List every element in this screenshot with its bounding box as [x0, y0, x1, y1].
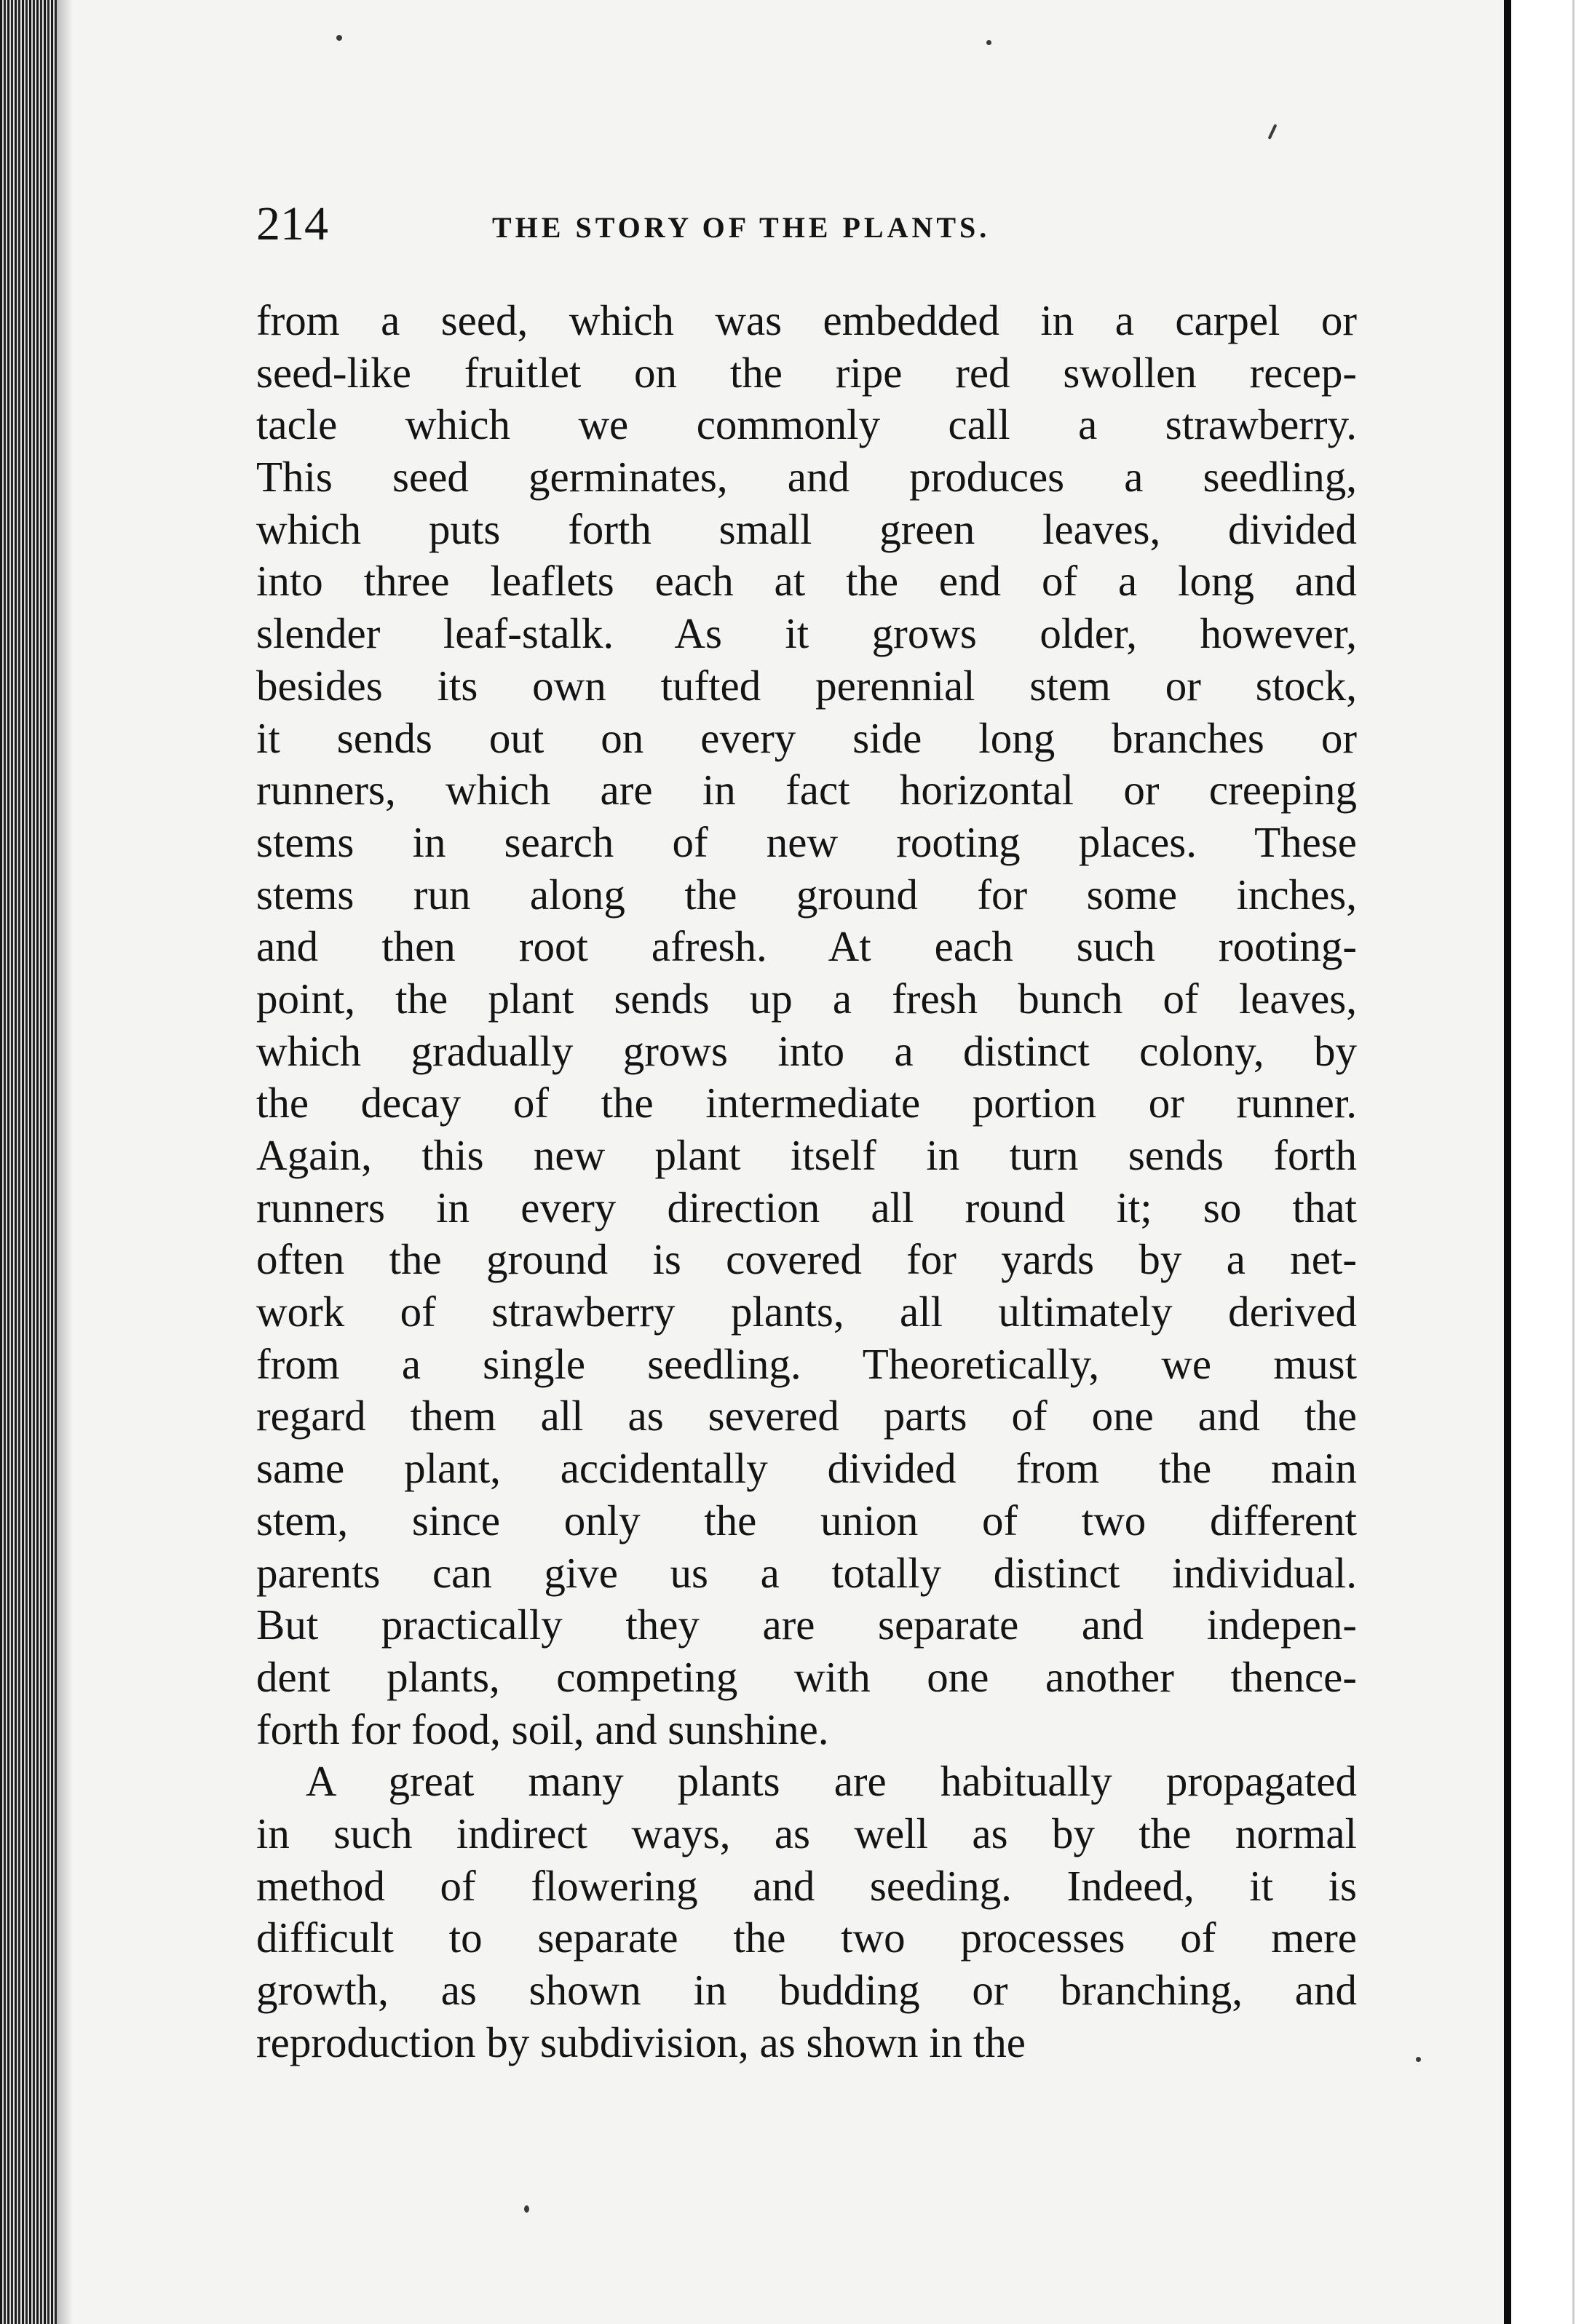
- text-line: This seed germinates, and produces a seedling,: [256, 453, 1357, 501]
- text-line: But practically they are separate and indepen-: [256, 1601, 1357, 1649]
- text-line: slender leaf-stalk. As it grows older, however,: [256, 609, 1357, 658]
- paragraph: [256, 1756, 1357, 2069]
- right-page-edge: [1504, 0, 1511, 2324]
- text-line: A great many plants are habitually propagated: [306, 1757, 1357, 1806]
- speck: [1416, 2057, 1421, 2062]
- text-line: point, the plant sends up a fresh bunch of leaves,: [256, 974, 1357, 1023]
- text-line: reproduction by subdivision, as shown in the: [256, 2018, 1026, 2066]
- text-line: seed-like fruitlet on the ripe red swollen recep-: [256, 348, 1357, 397]
- text-line: often the ground is covered for yards by a net-: [256, 1235, 1357, 1284]
- speck: [986, 40, 991, 45]
- text-line: parents can give us a totally distinct individual.: [256, 1548, 1357, 1597]
- paragraph: [256, 295, 1357, 1756]
- binding-edge: [0, 0, 57, 2324]
- text-line: from a single seedling. Theoretically, we must: [256, 1339, 1357, 1388]
- right-margin-line: [1572, 0, 1575, 2324]
- text-line: regard them all as severed parts of one and the: [256, 1392, 1357, 1440]
- text-line: into three leaflets each at the end of a long and: [256, 557, 1357, 606]
- text-line: which gradually grows into a distinct colony, by: [256, 1026, 1357, 1075]
- pencil-mark: [1268, 124, 1278, 140]
- text-line: runners in every direction all round it; so that: [256, 1183, 1357, 1232]
- text-line: in such indirect ways, as well as by the normal: [256, 1809, 1357, 1857]
- text-line: it sends out on every side long branches or: [256, 713, 1357, 762]
- binding-shadow: [57, 0, 73, 2324]
- text-line: same plant, accidentally divided from the main: [256, 1444, 1357, 1493]
- speck: [524, 2205, 529, 2213]
- text-line: difficult to separate the two processes of mere: [256, 1913, 1357, 1962]
- page-number: 214: [256, 197, 328, 250]
- running-head: [256, 195, 1357, 253]
- text-line: tacle which we commonly call a strawberry.: [256, 400, 1357, 449]
- running-title: THE STORY OF THE PLANTS.: [492, 211, 991, 244]
- speck: [336, 35, 342, 41]
- text-line: runners, which are in fact horizontal or creeping: [256, 766, 1357, 814]
- text-line: which puts forth small green leaves, divided: [256, 504, 1357, 553]
- text-line: work of strawberry plants, all ultimately derived: [256, 1288, 1357, 1336]
- text-line: Again, this new plant itself in turn sends forth: [256, 1131, 1357, 1179]
- text-line: stems in search of new rooting places. These: [256, 817, 1357, 866]
- text-line: method of flowering and seeding. Indeed, it is: [256, 1861, 1357, 1910]
- text-line: dent plants, competing with one another thence-: [256, 1652, 1357, 1701]
- text-line: stem, since only the union of two different: [256, 1496, 1357, 1544]
- right-margin: [1511, 0, 1592, 2324]
- text-line: growth, as shown in budding or branching, and: [256, 1966, 1357, 2014]
- text-line: besides its own tufted perennial stem or stock,: [256, 661, 1357, 710]
- text-line: stems run along the ground for some inches,: [256, 870, 1357, 919]
- text-line: the decay of the intermediate portion or runner.: [256, 1079, 1357, 1127]
- text-line: and then root afresh. At each such rooting-: [256, 922, 1357, 971]
- text-line: from a seed, which was embedded in a carpel or: [256, 296, 1357, 344]
- text-line: forth for food, soil, and sunshine.: [256, 1705, 829, 1753]
- body-text: [256, 295, 1357, 2069]
